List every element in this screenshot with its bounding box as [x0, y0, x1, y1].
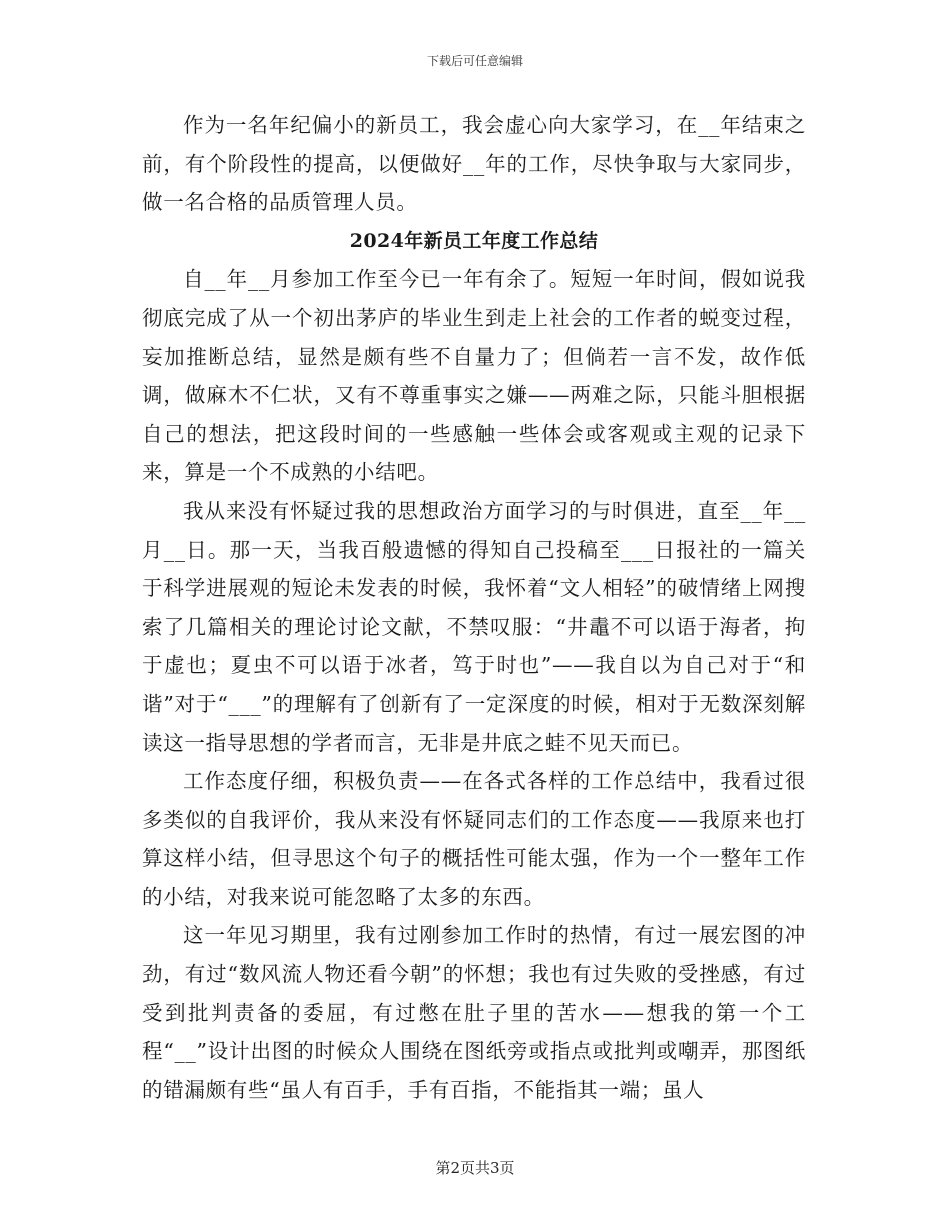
paragraph-intro: 作为一名年纪偏小的新员工，我会虚心向大家学习，在__年结束之前，有个阶段性的提高，以便做好__年的工作，尽快争取与大家同步，做一名合格的品质管理人员。 — [142, 113, 806, 215]
page-footer: 第2页共3页 — [435, 1159, 515, 1177]
paragraph-4: 这一年见习期里，我有过刚参加工作时的热情，有过一展宏图的冲劲，有过“数风流人物还看今朝”的怀想；我也有过失败的受挫感，有过受到批判责备的委屈，有过憋在肚子里的苦水——想我的第一个工程“__”设计出图的时候众人围绕在图纸旁或指点或批判或嘲弄，那图纸的错漏颇有些“虽人有百手，手有百指，不能指其一端；虽人 — [142, 923, 806, 1102]
page-header: 下载后可任意编辑 — [426, 54, 523, 68]
document-body — [142, 106, 806, 1109]
paragraph-3: 工作态度仔细，积极负责——在各式各样的工作总结中，我看过很多类似的自我评价，我从来没有怀疑同志们的工作态度——我原来也打算这样小结，但寻思这个句子的概括性可能太强，作为一个一整年工作的小结，对我来说可能忽略了太多的东西。 — [142, 769, 806, 909]
section-title: 2024年新员工年度工作总结 — [349, 229, 599, 252]
paragraph-2: 我从来没有怀疑过我的思想政治方面学习的与时俱进，直至__年__月__日。那一天，当我百般遗憾的得知自己投稿至___日报社的一篇关于科学进展观的短论未发表的时候，我怀着“文人相轻”的破情绪上网搜索了几篇相关的理论讨论文献，不禁叹服：“井鼃不可以语于海者，拘于虚也；夏虫不可以语于冰者，笃于时也”——我自以为自己对于“和谐”对于“___”的理解有了创新有了一定深度的时候，相对于无数深刻解读这一指导思想的学者而言，无非是井底之蛙不见天而已。 — [142, 498, 806, 755]
paragraph-1: 自__年__月参加工作至今已一年有余了。短短一年时间，假如说我彻底完成了从一个初出茅庐的毕业生到走上社会的工作者的蜕变过程，妄加推断总结，显然是颇有些不自量力了；但倘若一言不发，故作低调，做麻木不仁状，又有不尊重事实之嫌——两难之际，只能斗胆根据自己的想法，把这段时间的一些感触一些体会或客观或主观的记录下来，算是一个不成熟的小结吧。 — [142, 267, 806, 485]
